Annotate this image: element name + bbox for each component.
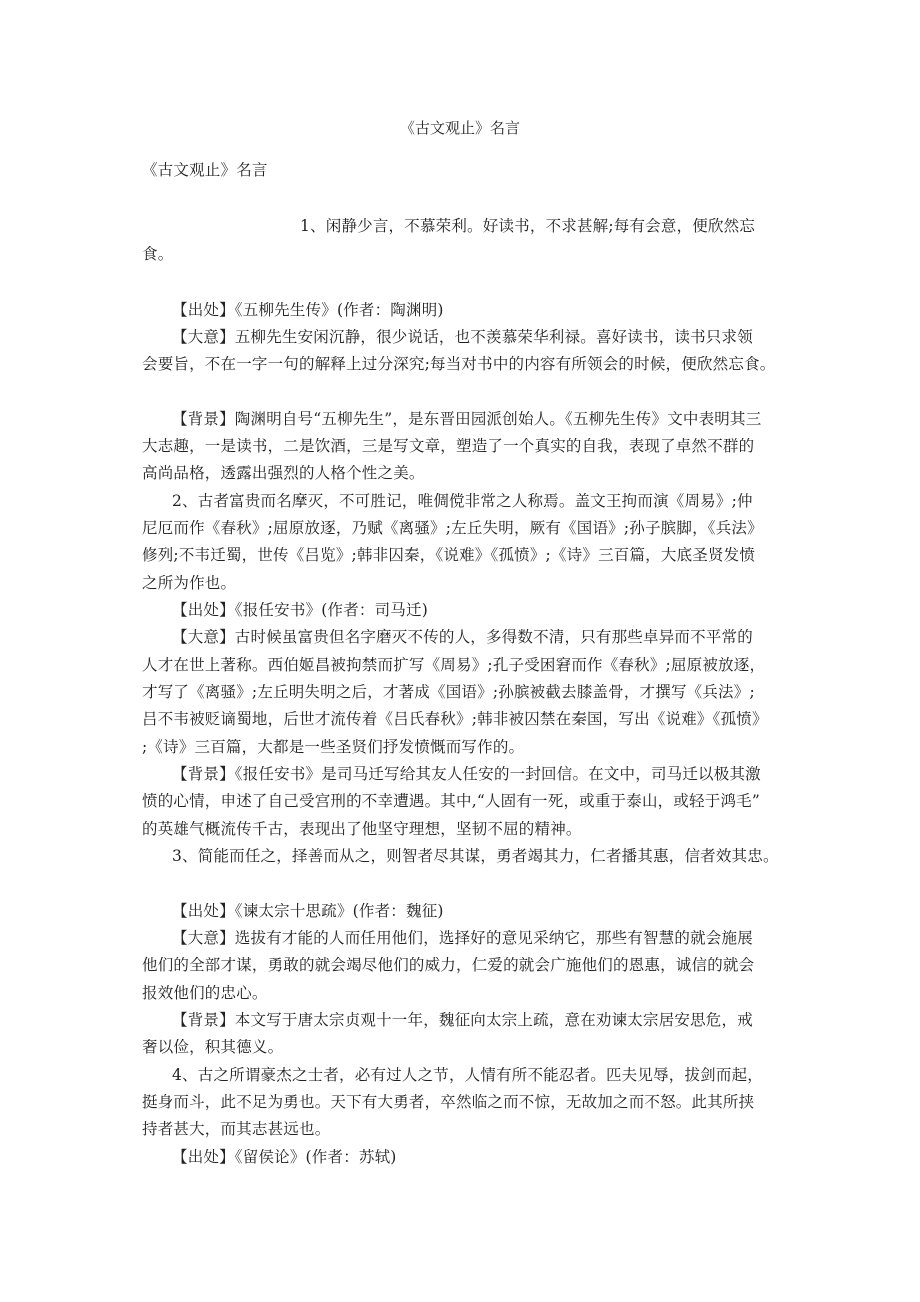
quote-3-meaning: 【大意】选拔有才能的人而任用他们，选择好的意见采纳它，那些有智慧的就会施展 [172, 929, 753, 947]
quote-2-meaning-cont: 人才在世上著称。西伯姬昌被拘禁而扩写《周易》;孔子受困窘而作《春秋》;屈原被放逐， [142, 656, 766, 674]
quote-2-meaning-cont: 才写了《离骚》;左丘明失明之后，才著成《国语》;孙膑被截去膝盖骨，才撰写《兵法》; [142, 683, 755, 701]
quote-3-meaning-cont: 报效他们的忠心。 [142, 984, 268, 1002]
quote-2-background-cont: 愤的心情，申述了自己受宫刑的不幸遭遇。其中,“人固有一死，或重于泰山，或轻于鸿毛” [142, 792, 760, 810]
quote-2-meaning-cont: ;《诗》三百篇，大都是一些圣贤们抒发愤慨而写作的。 [142, 738, 525, 756]
quote-3-background: 【背景】本文写于唐太宗贞观十一年，魏征向太宗上疏，意在劝谏太宗居安思危，戒 [172, 1011, 753, 1029]
quote-3-source: 【出处】《谏太宗十思疏》(作者：魏征) [172, 902, 444, 920]
document-subtitle: 《古文观止》名言 [142, 161, 268, 179]
quote-1-text: 1、闲静少言，不慕荣利。好读书，不求甚解;每有会意，便欣然忘 [300, 217, 756, 235]
quote-2-text-cont: 修列;不韦迁蜀，世传《吕览》;韩非囚秦，《说难》《孤愤》;《诗》三百篇，大底圣贤发愤 [142, 546, 756, 564]
quote-1-meaning: 【大意】五柳先生安闲沉静，很少说话，也不羡慕荣华利禄。喜好读书，读书只求领 [172, 328, 753, 346]
quote-3-text: 3、简能而任之，择善而从之，则智者尽其谋，勇者竭其力，仁者播其惠，信者效其忠。 [172, 847, 779, 865]
quote-2-source: 【出处】《报任安书》(作者：司马迁) [172, 601, 428, 619]
quote-2-background-cont: 的英雄气概流传千古，表现出了他坚守理想，坚韧不屈的精神。 [142, 820, 582, 838]
quote-4-text: 4、古之所谓豪杰之士者，必有过人之节，人情有所不能忍者。匹夫见辱，拔剑而起， [172, 1066, 763, 1084]
quote-3-background-cont: 奢以俭，积其德义。 [142, 1038, 284, 1056]
quote-4-source: 【出处】《留侯论》(作者：苏轼) [172, 1148, 397, 1166]
quote-1-source: 【出处】《五柳先生传》(作者：陶渊明) [172, 301, 444, 319]
quote-3-meaning-cont: 他们的全部才谋，勇敢的就会竭尽他们的威力，仁爱的就会广施他们的恩惠，诚信的就会 [142, 956, 755, 974]
quote-2-background: 【背景】《报任安书》是司马迁写给其友人任安的一封回信。在文中，司马迁以极其激 [172, 765, 761, 783]
quote-2-text: 2、古者富贵而名摩灭，不可胜记，唯倜傥非常之人称焉。盖文王拘而演《周易》;仲 [172, 492, 753, 510]
quote-1-background-cont: 大志趣，一是读书，二是饮酒，三是写文章，塑造了一个真实的自我，表现了卓然不群的 [142, 437, 755, 455]
quote-4-text-cont: 挺身而斗，此不足为勇也。天下有大勇者，卒然临之而不惊，无故加之而不怒。此其所挟 [142, 1093, 755, 1111]
quote-1-text-cont: 食。 [142, 245, 174, 263]
quote-1-background: 【背景】陶渊明自号“五柳先生”，是东晋田园派创始人。《五柳先生传》文中表明其三 [172, 410, 762, 428]
quote-2-meaning-cont: 吕不韦被贬谪蜀地，后世才流传着《吕氏春秋》;韩非被囚禁在秦国，写出《说难》《孤愤》 [142, 710, 768, 728]
quote-2-meaning: 【大意】古时候虽富贵但名字磨灭不传的人，多得数不清，只有那些卓异而不平常的 [172, 628, 753, 646]
quote-2-text-cont: 之所为作也。 [142, 574, 237, 592]
quote-1-meaning-cont: 会要旨，不在一字一句的解释上过分深究;每当对书中的内容有所领会的时候，便欣然忘食。 [142, 355, 776, 373]
quote-1-background-cont: 高尚品格，透露出强烈的人格个性之美。 [142, 464, 425, 482]
document-title: 《古文观止》名言 [399, 119, 520, 137]
quote-2-text-cont: 尼厄而作《春秋》;屈原放逐，乃赋《离骚》;左丘失明，厥有《国语》;孙子膑脚，《兵法》 [142, 519, 763, 537]
quote-4-text-cont: 持者甚大，而其志甚远也。 [142, 1120, 331, 1138]
